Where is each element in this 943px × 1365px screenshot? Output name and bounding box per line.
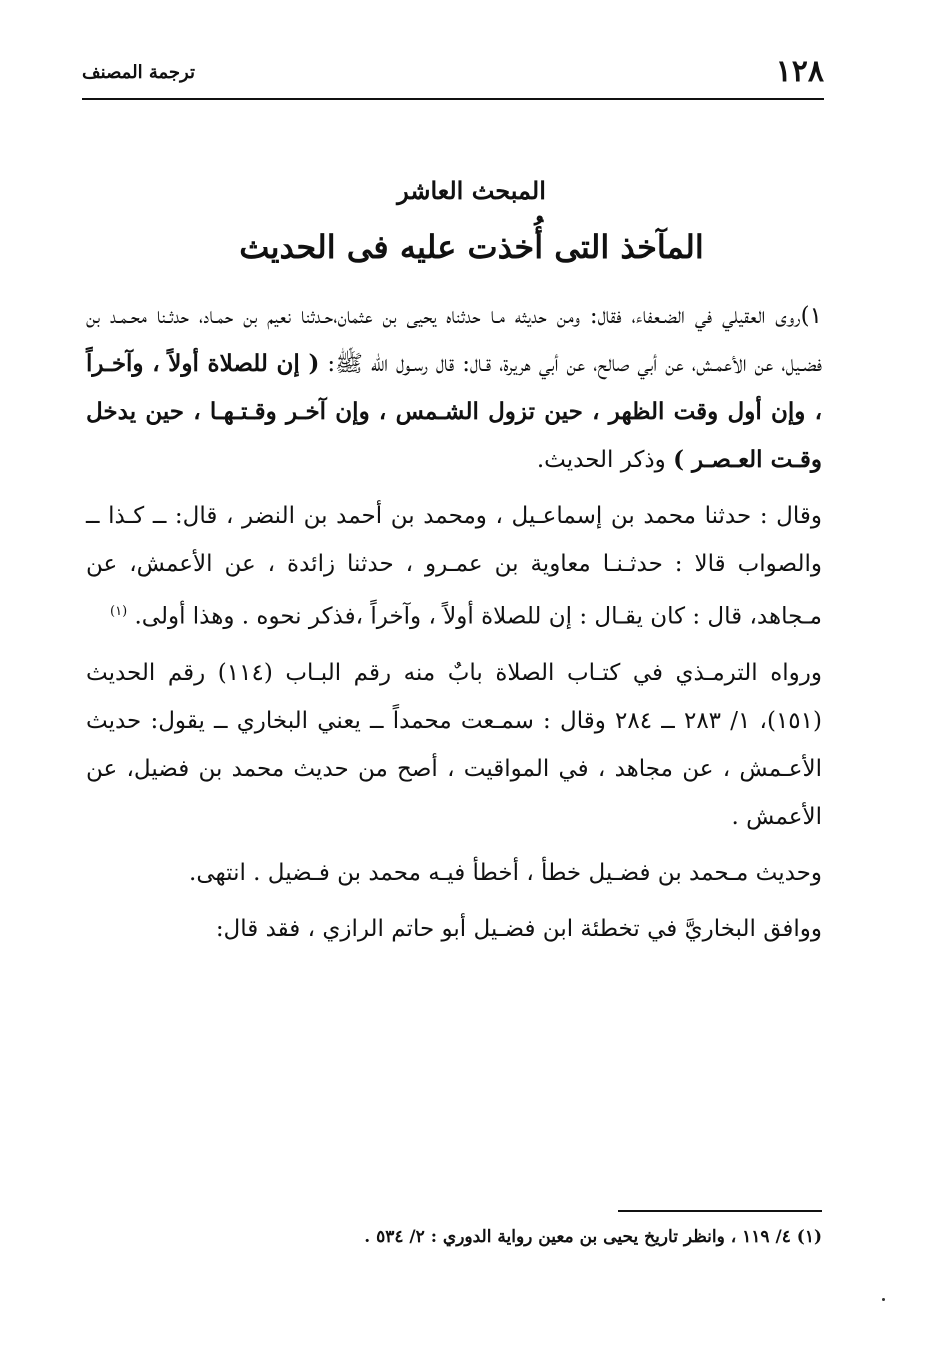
paragraph-5: ووافق البخاريَّ في تخطئة ابن فضـيل أبو حاتم الرازي ، فقد قال: [215,915,822,942]
paragraph-1 [86,292,822,484]
page-header [82,52,824,98]
section-main-title: المآخذ التى أُخذت عليه فى الحديث [239,228,704,266]
header-rule [82,98,824,100]
paragraph-3: ورواه الترمـذي في كتـاب الصلاة بابٌ منه رقم البـاب (١١٤) رقم الحديث (١٥١)، ١/ ٢٨٣ ــ ٢٨٤ وقال : سمـعت محمداً ــ يعني البخاري ــ يقول: حديث الأعـمش ، عن مجاهد ، في المواقيت ، أصح من حديث محمد بن فضيل، عن الأعمش . [86,659,822,830]
body-text [86,292,822,961]
paragraph-2-text: وقال : حدثنا محمد بن إسماعـيل ، ومحمد بن أحمد بن النضر ، قال: ــ كـذا ــ والصواب قالا : حدثـنـا معاوية بن عمـرو ، حدثنا زائدة ، عن الأعمش، عن مـجاهد، قال : كان يقـال : إن للصلاة أولاً ، وآخراً ،فذكر نحوه . وهذا أولى. [86,503,822,630]
footnote-marker: (١) [110,604,128,619]
paragraph-1-intro: ١)روى العقيلي في الضـعفاء، فقال: ومن حديثه مـا حدثناه يحيى بن عثمان،حـدثنا نعيم بن حمـاد، حدثـنا محـمـد بن فضـيل، عن الأعمـش، عن أبي صالح، عن أبي هريرة، قـال: قال رسـول الله ﷺ: [86,303,822,377]
footnote: (١) ٤/ ١١٩ ، وانظر تاريخ يحيى بن معين رواية الدوري : ٢/ ٥٣٤ . [364,1227,822,1247]
hadith-quote: ( إن للصلاة أولاً ، وآخـراً ، وإن أول وقت الظهر ، حين تزول الشـمس ، وإن آخـر وقـتـهـا ، حين يدخل وقـت العـصـر ) [86,350,822,473]
section-number-title: المبحث العاشر [397,176,546,205]
paragraph-2 [86,492,822,641]
page-number: ١٢٨ [775,54,824,89]
footnote-rule [618,1210,822,1212]
running-title: ترجمة المصنف [82,62,195,83]
paragraph-1-end: وذكر الحديث. [536,447,674,473]
scan-speck [882,1298,885,1301]
paragraph-4: وحديث مـحمد بن فضـيل خطأ ، أخطأ فيـه محمد بن فـضيل . انتهى. [189,859,822,886]
